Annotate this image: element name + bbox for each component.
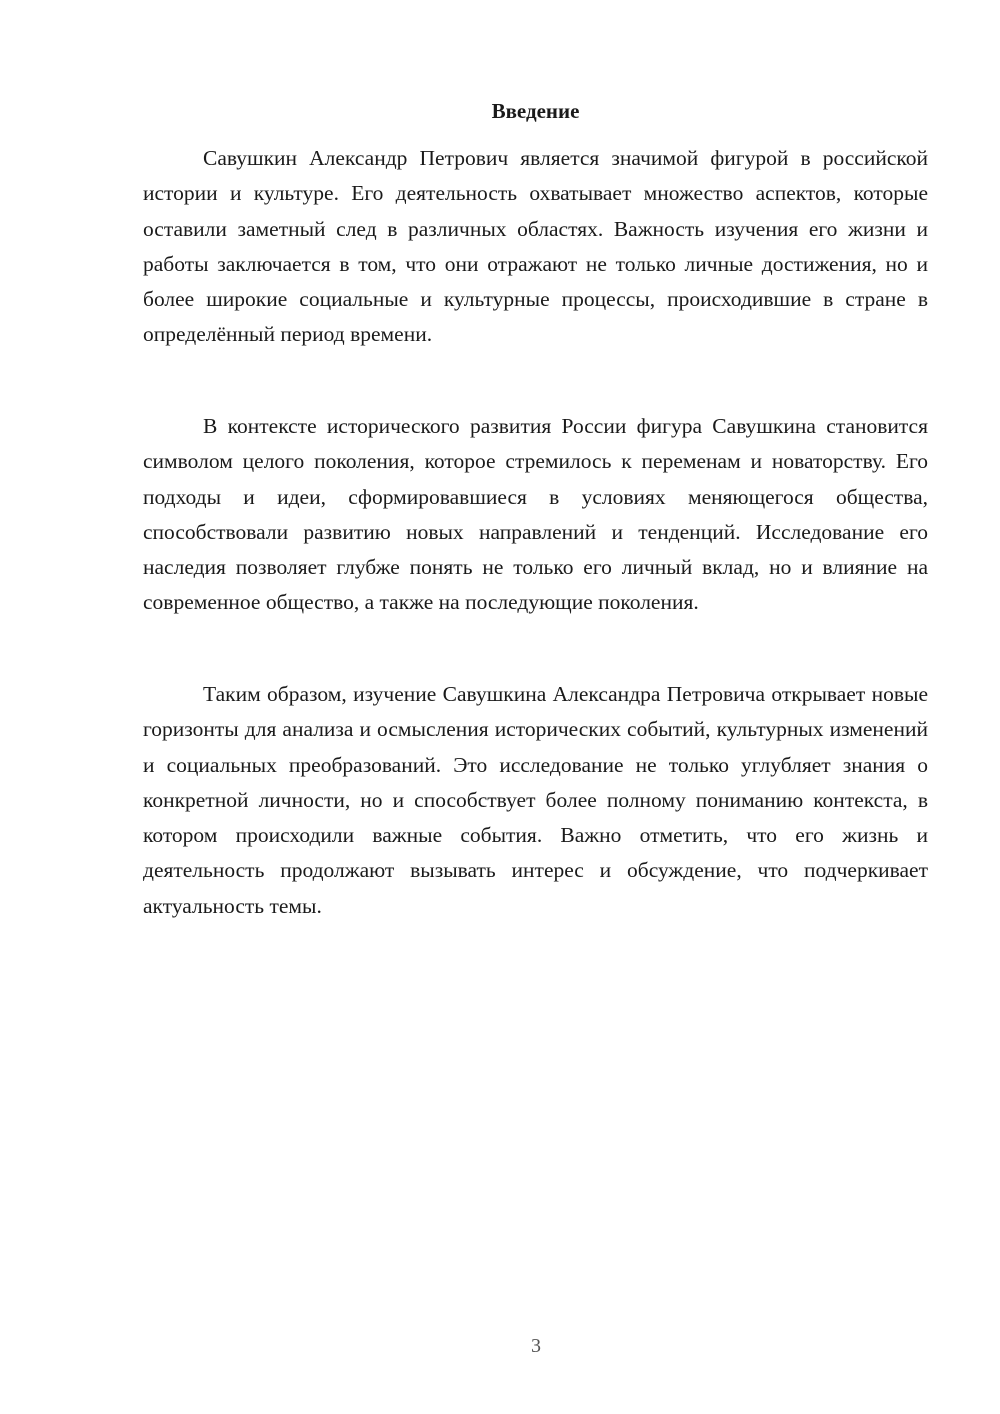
paragraph-2: В контексте исторического развития России фигура Савушкина становится символом целого поколения, которое стремилось к переменам и новаторству. Его подходы и идеи, сформировавшиеся в условиях меняющегося общества, способствовали развитию новых направлений и тенденций. Исследование его наследия позволяет глубже понять не только его личный вклад, но и влияние на современное общество, а также на последующие поколения. (143, 414, 928, 615)
paragraph-1: Савушкин Александр Петрович является значимой фигурой в российской истории и культуре. Его деятельность охватывает множество аспектов, которые оставили заметный след в различных областях. Важность изучения его жизни и работы заключается в том, что они отражают не только личные достижения, но и более широкие социальные и культурные процессы, происходившие в стране в определённый период времени. (143, 146, 928, 347)
section-title: Введение (491, 99, 580, 123)
page-number: 3 (531, 1335, 541, 1357)
paragraph-3: Таким образом, изучение Савушкина Александра Петровича открывает новые горизонты для анализа и осмысления исторических событий, культурных изменений и социальных преобразований. Это исследование не только углубляет знания о конкретной личности, но и способствует более полному пониманию контекста, в котором происходили важные события. Важно отметить, что его жизнь и деятельность продолжают вызывать интерес и обсуждение, что подчеркивает актуальность темы. (143, 682, 928, 918)
